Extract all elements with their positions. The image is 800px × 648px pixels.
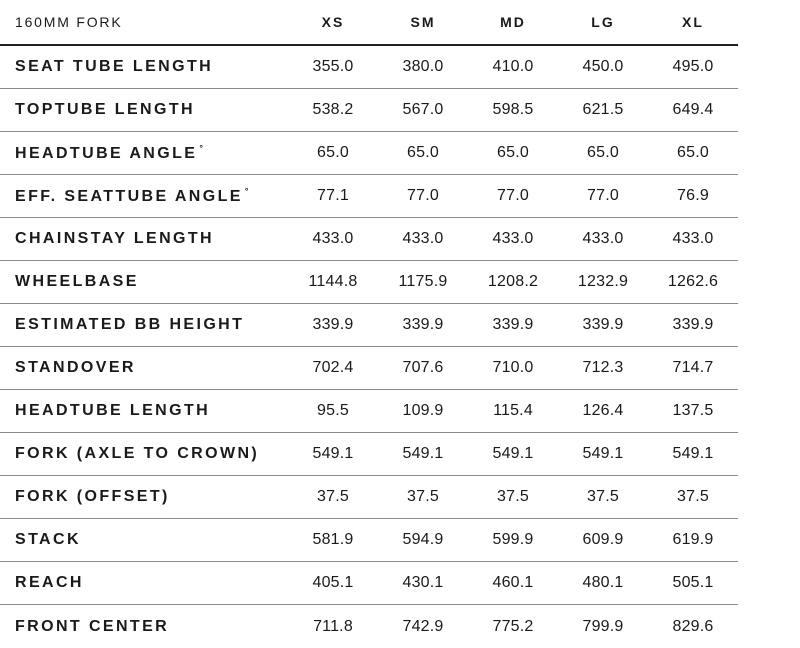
table-row (0, 304, 738, 347)
unit-degree-symbol: ° (199, 143, 203, 153)
table-row (0, 433, 738, 476)
table-cell: 1262.6 (667, 273, 719, 290)
table-cell: 115.4 (493, 402, 533, 419)
row-label-text: STACK (15, 531, 81, 548)
row-label-text: HEADTUBE ANGLE (15, 145, 198, 162)
table-cell: 339.9 (492, 316, 534, 333)
table-cell: 137.5 (672, 402, 714, 419)
size-header-md: MD (500, 14, 526, 30)
table-cell: 1175.9 (398, 273, 448, 290)
table-cell: 1144.8 (308, 273, 358, 290)
table-cell: 742.9 (402, 617, 444, 635)
table-row (0, 562, 738, 605)
unit-degree-symbol: ° (244, 186, 249, 196)
row-label-text: EFF. SEATTUBE ANGLE (15, 188, 243, 205)
table-cell: 581.9 (312, 531, 354, 548)
row-label (0, 618, 288, 636)
table-row (0, 132, 738, 175)
row-label-text: TOPTUBE LENGTH (15, 101, 195, 118)
table-cell: 339.9 (312, 316, 354, 333)
row-label-text: ESTIMATED BB HEIGHT (15, 316, 245, 333)
table-cell: 95.5 (317, 402, 349, 419)
table-cell: 339.9 (582, 316, 624, 333)
table-cell: 405.1 (312, 574, 354, 591)
row-label (0, 531, 288, 549)
size-header-sm: SM (410, 14, 436, 30)
table-row (0, 218, 738, 261)
table-row (0, 261, 738, 304)
table-cell: 829.6 (672, 617, 714, 635)
row-label-text: STANDOVER (15, 359, 136, 376)
table-cell: 65.0 (677, 144, 709, 161)
table-cell: 775.2 (492, 617, 534, 635)
row-label-text: FORK (OFFSET) (15, 488, 170, 505)
table-cell: 711.8 (313, 617, 353, 635)
table-cell: 714.7 (672, 359, 714, 376)
row-label-text: HEADTUBE LENGTH (15, 402, 211, 419)
table-cell: 594.9 (402, 531, 444, 548)
table-cell: 567.0 (402, 101, 444, 118)
table-row (0, 175, 738, 218)
row-label-text: FORK (AXLE TO CROWN) (15, 445, 260, 462)
table-cell: 549.1 (672, 445, 714, 462)
table-cell: 433.0 (492, 230, 534, 247)
table-cell: 37.5 (497, 488, 529, 505)
table-cell: 619.9 (672, 531, 714, 548)
row-label (0, 273, 288, 291)
row-label (0, 488, 288, 506)
table-cell: 1208.2 (487, 273, 539, 290)
table-cell: 77.0 (587, 187, 619, 204)
size-header-lg: LG (591, 14, 615, 30)
table-cell: 549.1 (492, 445, 534, 462)
table-cell: 710.0 (492, 359, 534, 376)
table-cell: 37.5 (317, 488, 349, 505)
row-label (0, 230, 288, 248)
row-label (0, 402, 288, 420)
table-cell: 109.9 (402, 402, 444, 419)
table-cell: 433.0 (312, 230, 354, 247)
table-cell: 621.5 (582, 101, 624, 118)
row-label-text: CHAINSTAY LENGTH (15, 230, 215, 247)
row-label (0, 445, 288, 463)
table-cell: 339.9 (672, 316, 714, 333)
table-cell: 77.1 (317, 187, 349, 204)
row-label-text: FRONT CENTER (15, 617, 170, 635)
table-body (0, 46, 738, 648)
row-label-text: WHEELBASE (15, 273, 139, 290)
table-cell: 702.4 (312, 359, 354, 376)
table-cell: 410.0 (492, 58, 534, 75)
table-cell: 65.0 (317, 144, 349, 161)
row-label (0, 186, 288, 206)
table-cell: 76.9 (677, 187, 709, 204)
table-row (0, 519, 738, 562)
table-cell: 65.0 (497, 144, 529, 161)
table-cell: 37.5 (587, 488, 619, 505)
size-header-xl: XL (682, 14, 704, 30)
table-row (0, 347, 738, 390)
table-cell: 430.1 (402, 574, 444, 591)
table-row (0, 605, 738, 648)
table-cell: 339.9 (402, 316, 444, 333)
table-cell: 433.0 (582, 230, 624, 247)
table-cell: 549.1 (582, 445, 624, 462)
row-label (0, 143, 288, 163)
table-cell: 77.0 (407, 187, 439, 204)
table-row (0, 476, 738, 519)
row-label (0, 316, 288, 334)
row-label (0, 359, 288, 377)
table-cell: 712.3 (582, 359, 624, 376)
table-cell: 707.6 (402, 359, 444, 376)
size-header-xs: XS (321, 14, 345, 30)
table-cell: 549.1 (312, 445, 354, 462)
table-cell: 433.0 (672, 230, 714, 247)
table-cell: 1232.9 (577, 273, 629, 290)
table-cell: 538.2 (312, 101, 354, 118)
table-row (0, 89, 738, 132)
table-cell: 380.0 (402, 58, 444, 75)
table-cell: 450.0 (582, 58, 624, 75)
table-cell: 65.0 (587, 144, 619, 161)
table-cell: 355.0 (312, 58, 354, 75)
row-label (0, 58, 288, 76)
table-cell: 77.0 (497, 187, 529, 204)
table-cell: 599.9 (492, 531, 534, 548)
table-cell: 460.1 (492, 574, 534, 591)
table-cell: 37.5 (407, 488, 439, 505)
row-label-text: REACH (15, 574, 84, 591)
table-cell: 505.1 (672, 574, 714, 591)
table-cell: 495.0 (672, 58, 714, 75)
table-cell: 598.5 (492, 101, 534, 118)
table-cell: 649.4 (672, 101, 714, 118)
table-header-row (0, 0, 738, 46)
table-cell: 799.9 (582, 617, 624, 635)
row-label-text: SEAT TUBE LENGTH (15, 58, 214, 75)
table-row (0, 390, 738, 433)
table-cell: 433.0 (402, 230, 444, 247)
row-label (0, 574, 288, 592)
row-label (0, 101, 288, 119)
table-cell: 609.9 (582, 531, 624, 548)
table-cell: 37.5 (677, 488, 709, 505)
table-cell: 549.1 (402, 445, 444, 462)
table-cell: 480.1 (582, 574, 624, 591)
table-row (0, 46, 738, 89)
fork-spec-header: 160MM FORK (15, 14, 123, 30)
table-cell: 65.0 (407, 144, 439, 161)
table-cell: 126.4 (582, 402, 624, 419)
